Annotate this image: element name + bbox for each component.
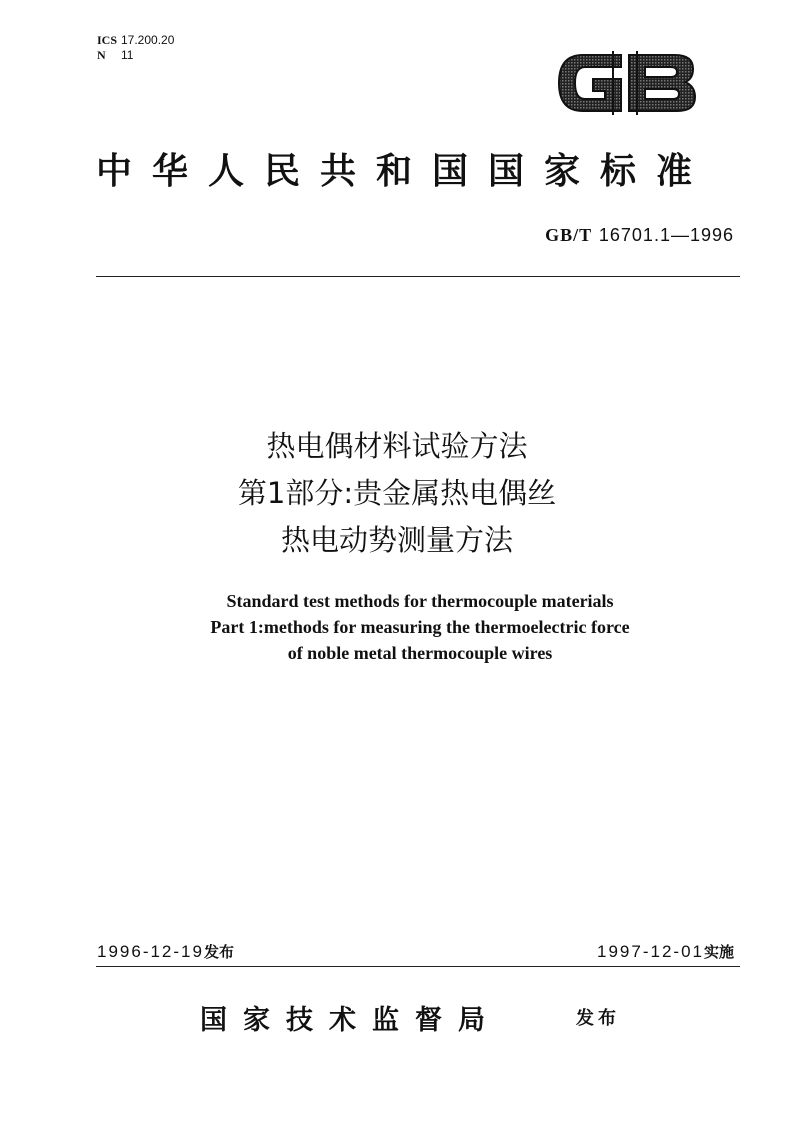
issued-label: 发布 (576, 1008, 620, 1029)
ccs-code: 11 (121, 48, 134, 62)
implement-date (597, 941, 734, 962)
title-cn-line-3: 热电动势测量方法 (280, 523, 513, 557)
classification-codes (97, 33, 174, 63)
implement-date-value: 1997-12-01 (597, 942, 704, 961)
title-english (0, 588, 794, 666)
title-chinese (0, 423, 794, 564)
ics-code: 17.200.20 (121, 33, 175, 47)
title-en-line-2: Part 1:methods for measuring the thermoelectric force (210, 617, 630, 637)
bottom-divider (96, 966, 740, 967)
issue-date-value: 1996-12-19 (97, 942, 204, 961)
implement-date-label: 实施 (703, 943, 734, 961)
issue-date (97, 941, 234, 962)
ics-label: ICS (97, 33, 118, 47)
top-divider (96, 276, 740, 277)
title-en-line-3: of noble metal thermocouple wires (287, 643, 553, 663)
national-standard-heading: 中华人民共和国国家标准 (96, 150, 713, 192)
standard-prefix: GB/T (545, 225, 593, 245)
issue-date-label: 发布 (203, 943, 234, 961)
title-cn-line-1: 热电偶材料试验方法 (266, 429, 528, 463)
issuing-authority: 国家技术监督局 (200, 1005, 501, 1036)
gb-logo (553, 47, 698, 119)
title-en-line-1: Standard test methods for thermocouple materials (226, 591, 614, 611)
ccs-line (97, 48, 174, 63)
ics-line (97, 33, 174, 48)
ccs-label: N (97, 48, 106, 62)
title-cn-line-2: 第1部分:贵金属热电偶丝 (237, 476, 557, 510)
standard-code: 16701.1—1996 (598, 225, 734, 245)
standard-number (545, 225, 734, 246)
